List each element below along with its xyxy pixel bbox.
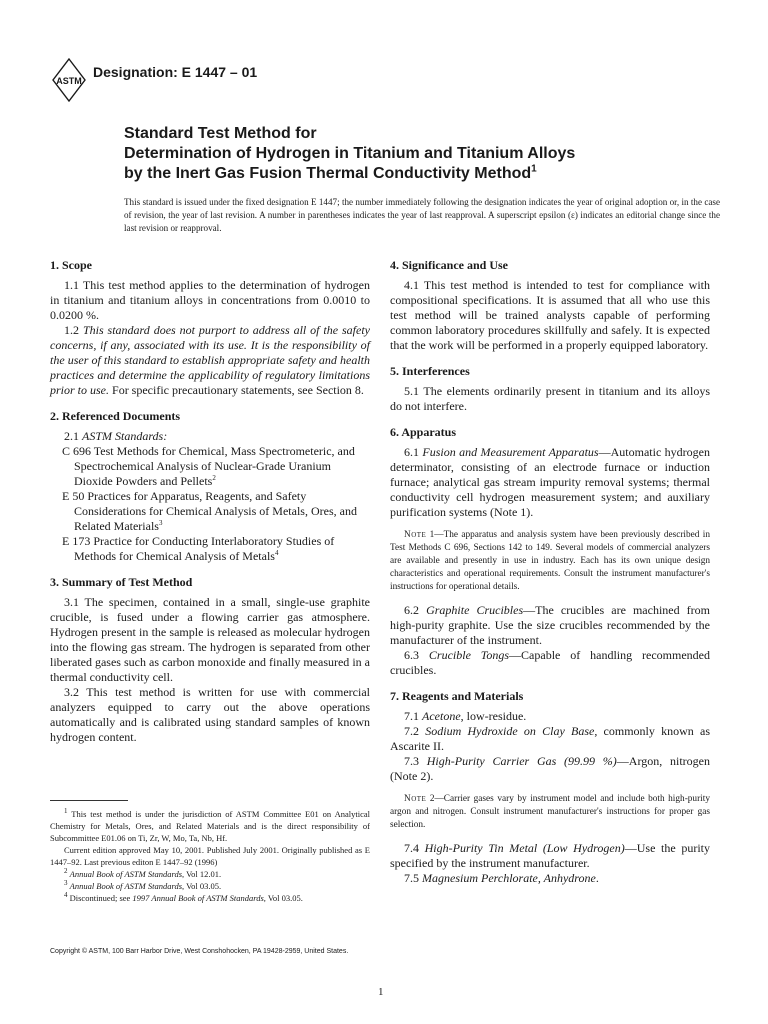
title-line-3-text: by the Inert Gas Fusion Thermal Conductivity Method bbox=[124, 165, 532, 182]
footnote-3 bbox=[50, 880, 370, 892]
para-3-1: 3.1 The specimen, contained in a small, single-use graphite crucible, is fused under a flowing carrier gas atmosphere. Hydrogen present in the sample is released as molecular hydrogen into the flowing gas stream. The hydrogen is separated from other liberated gases such as carbon monoxide and finally measured in a thermal conductivity cell. bbox=[50, 595, 370, 684]
para-2-1-num: 2.1 bbox=[64, 429, 82, 443]
right-column bbox=[390, 258, 710, 886]
section-5-heading: 5. Interferences bbox=[390, 364, 470, 378]
para-7-4-num: 7.4 bbox=[404, 841, 425, 855]
para-1-2-num: 1.2 bbox=[64, 323, 83, 337]
reference-c696 bbox=[50, 444, 370, 489]
document-title bbox=[124, 124, 724, 184]
note-1 bbox=[390, 529, 710, 594]
para-2-1 bbox=[50, 429, 370, 444]
para-6-3-tail: —Capable of handling recommended crucibles. bbox=[390, 648, 711, 677]
para-7-4 bbox=[390, 841, 710, 871]
footnote-3-tail: , Vol 03.05. bbox=[182, 881, 222, 891]
footnote-divider bbox=[50, 800, 128, 801]
reference-e50-text: E 50 Practices for Apparatus, Reagents, and Safety Considerations for Chemical Analysis of Metals, Ores, and Related Materials bbox=[62, 489, 357, 533]
reference-e173-text: E 173 Practice for Conducting Interlaboratory Studies of Methods for Chemical Analysis of Metals bbox=[62, 534, 335, 563]
section-7-heading: 7. Reagents and Materials bbox=[390, 689, 524, 703]
footnote-4 bbox=[50, 892, 370, 904]
para-7-1-num: 7.1 bbox=[404, 709, 422, 723]
para-7-3-tail: —Argon, nitrogen (Note 2). bbox=[390, 754, 710, 783]
footnote-2 bbox=[50, 868, 370, 880]
note-1-text: 1—The apparatus and analysis system have been previously described in Test Methods C 696, Sections 142 to 149. Several models of commercial analyzers are available and presently in use in industry. Each has its own unique design characteristics and operational requirements. Consult the instrument manufacturer's instructions for operational details. bbox=[390, 530, 710, 592]
para-7-3-italic: High-Purity Carrier Gas (99.99 %) bbox=[426, 754, 617, 768]
para-7-1 bbox=[390, 709, 710, 724]
footnote-2-mark: 2 bbox=[64, 867, 68, 876]
footnote-4-tail: , Vol 03.05. bbox=[263, 893, 303, 903]
para-7-5-tail: . bbox=[595, 871, 599, 885]
footnote-3-mark: 3 bbox=[64, 879, 68, 888]
title-line-2: Determination of Hydrogen in Titanium and Titanium Alloys bbox=[124, 145, 576, 162]
note-2-label: Note bbox=[404, 794, 427, 804]
footnote-4-pre: Discontinued; see bbox=[67, 893, 133, 903]
title-line-3 bbox=[124, 164, 724, 184]
para-6-3-italic: Crucible Tongs bbox=[428, 648, 510, 662]
para-7-5-italic: Magnesium Perchlorate, Anhydrone bbox=[422, 871, 596, 885]
footnote-1-mark: 1 bbox=[64, 807, 68, 816]
para-6-2 bbox=[390, 603, 710, 648]
para-7-4-italic: High-Purity Tin Metal (Low Hydrogen) bbox=[424, 841, 625, 855]
para-7-1-italic: Acetone bbox=[422, 709, 461, 723]
astm-logo-text: ASTM bbox=[56, 76, 82, 86]
title-footnote-mark: 1 bbox=[531, 163, 537, 175]
para-3-2: 3.2 This test method is written for use with commercial analyzers equipped to carry out the above operations automatically and is calibrated using standard samples of known hydrogen content. bbox=[50, 685, 370, 744]
section-2-heading: 2. Referenced Documents bbox=[50, 409, 181, 423]
note-2-text: 2—Carrier gases vary by instrument model and include both high-purity argon and nitrogen. Consult instrument manufacturer's instructions for proper gas selection. bbox=[390, 794, 710, 830]
footnote-2-tail: , Vol 12.01. bbox=[182, 869, 222, 879]
para-7-2-tail: , commonly known as Ascarite II. bbox=[390, 724, 710, 753]
copyright-line: Copyright © ASTM, 100 Barr Harbor Drive, West Conshohocken, PA 19428-2959, United States. bbox=[50, 948, 349, 955]
para-6-2-tail: —The crucibles are machined from high-purity graphite. Use the size crucibles recommended by the manufacturer of the instrument. bbox=[390, 603, 711, 647]
reference-e173-sup: 4 bbox=[274, 549, 279, 557]
footnote-4-mark: 4 bbox=[64, 891, 68, 900]
para-7-1-tail: , low-residue. bbox=[460, 709, 527, 723]
issuance-note: This standard is issued under the fixed designation E 1447; the number immediately following the designation indicates the year of original adoption or, in the case of revision, the year of last revision. A number in parentheses indicates the year of last reapproval. A superscript epsilon (ε) indicates an editorial change since the last revision or reapproval. bbox=[124, 197, 720, 233]
section-4-heading: 4. Significance and Use bbox=[390, 258, 509, 272]
note-1-label: Note bbox=[404, 530, 427, 540]
para-7-5 bbox=[390, 871, 710, 886]
para-7-2-italic: Sodium Hydroxide on Clay Base bbox=[425, 724, 595, 738]
para-6-1-num: 6.1 bbox=[404, 445, 423, 459]
footnote-2-italic: Annual Book of ASTM Standards bbox=[69, 869, 183, 879]
para-1-2-tail: For specific precautionary statements, see Section 8. bbox=[109, 383, 364, 397]
reference-e50-sup: 3 bbox=[158, 519, 163, 527]
footnote-1-text: This test method is under the jurisdiction of ASTM Committee E01 on Analytical Chemistry for Metals, Ores, and Related Materials and is the direct responsibility of Subcommittee E01.06 on Ti, Zr, W, Mo, Ta, Nb, Hf. bbox=[50, 809, 370, 843]
footnotes bbox=[50, 808, 370, 904]
title-line-1: Standard Test Method for bbox=[124, 125, 317, 142]
para-2-1-italic: ASTM Standards: bbox=[82, 429, 168, 443]
designation: Designation: E 1447 – 01 bbox=[93, 64, 258, 80]
left-column bbox=[50, 258, 370, 745]
para-7-4-tail: —Use the purity specified by the instrument manufacturer. bbox=[390, 841, 710, 870]
para-1-2 bbox=[50, 323, 370, 398]
footnote-1b: Current edition approved May 10, 2001. Published July 2001. Originally published as E 1447–92. Last previous editon E 1447–92 (1996) bbox=[50, 845, 370, 867]
reference-e50 bbox=[50, 489, 370, 534]
note-2 bbox=[390, 793, 710, 832]
reference-e173 bbox=[50, 534, 370, 564]
section-6-heading: 6. Apparatus bbox=[390, 425, 457, 439]
section-1-heading: 1. Scope bbox=[50, 258, 92, 272]
para-7-2-num: 7.2 bbox=[404, 724, 426, 738]
reference-c696-text: C 696 Test Methods for Chemical, Mass Spectrometeric, and Spectrochemical Analysis of Nuclear-Grade Uranium Dioxide Powders and Pellets bbox=[62, 444, 355, 488]
para-7-2 bbox=[390, 724, 710, 754]
page-number: 1 bbox=[378, 986, 384, 998]
para-7-3 bbox=[390, 754, 710, 784]
para-4-1: 4.1 This test method is intended to test for compliance with compositional specifications. It is assumed that all who use this test method will be trained analysts capable of performing common laboratory procedures skillfully and safely. It is expected that the work will be performed in a properly equipped laboratory. bbox=[390, 278, 710, 352]
para-6-2-num: 6.2 bbox=[404, 603, 427, 617]
footnote-1 bbox=[50, 808, 370, 844]
footnote-3-italic: Annual Book of ASTM Standards bbox=[69, 881, 183, 891]
para-1-2-italic: This standard does not purport to address all of the safety concerns, if any, associated with its use. It is the responsibility of the user of this standard to establish appropriate safety and health practices and determine the applicability of regulatory limitations prior to use. bbox=[50, 323, 371, 397]
para-6-3 bbox=[390, 648, 710, 678]
para-7-3-num: 7.3 bbox=[404, 754, 427, 768]
para-7-5-num: 7.5 bbox=[404, 871, 422, 885]
para-6-2-italic: Graphite Crucibles bbox=[426, 603, 524, 617]
para-5-1: 5.1 The elements ordinarily present in titanium and its alloys do not interfere. bbox=[390, 384, 710, 413]
para-1-1: 1.1 This test method applies to the determination of hydrogen in titanium and titanium alloys in concentrations from 0.0010 to 0.0200 %. bbox=[50, 278, 370, 322]
footnote-4-italic: 1997 Annual Book of ASTM Standards bbox=[132, 893, 264, 903]
para-6-1-tail: —Automatic hydrogen determinator, consisting of an electrode furnace or induction furnace; analytical gas stream impurity removal systems; thermal conductivity cell hydrogen measurement system; and auxiliary purification systems (Note 1). bbox=[390, 445, 710, 519]
para-6-3-num: 6.3 bbox=[404, 648, 429, 662]
section-3-heading: 3. Summary of Test Method bbox=[50, 575, 193, 589]
para-6-1 bbox=[390, 445, 710, 520]
reference-c696-sup: 2 bbox=[212, 474, 216, 482]
astm-logo bbox=[52, 58, 86, 102]
para-6-1-italic: Fusion and Measurement Apparatus bbox=[422, 445, 599, 459]
